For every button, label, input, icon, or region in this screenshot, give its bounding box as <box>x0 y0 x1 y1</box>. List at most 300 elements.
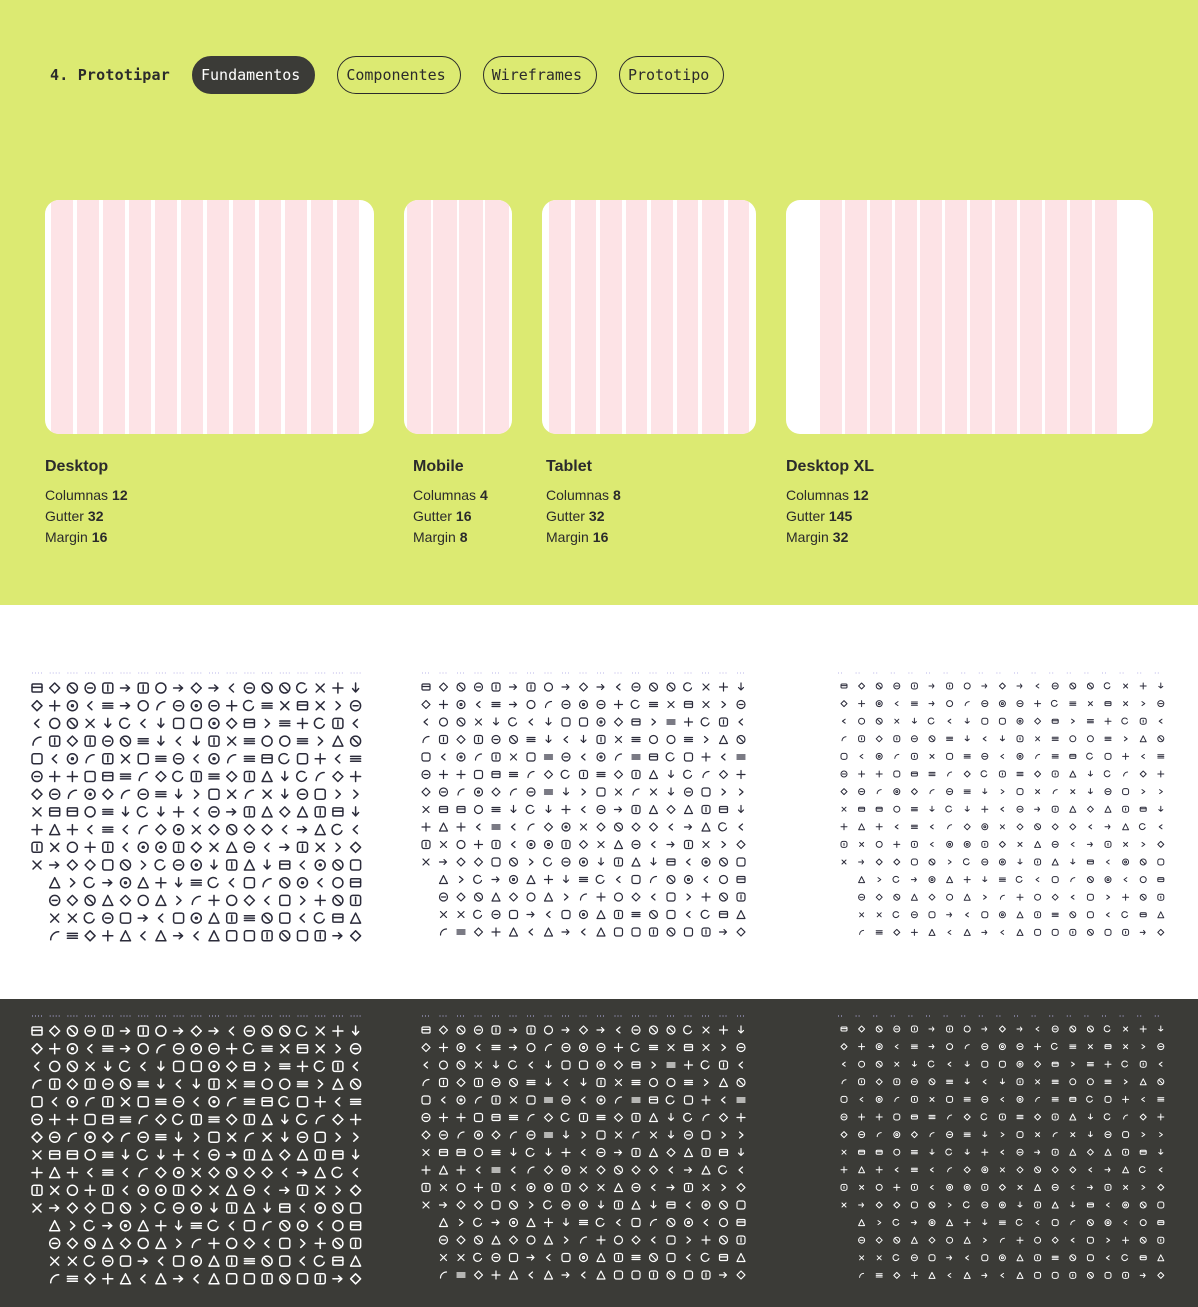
glyph-icon <box>947 701 953 707</box>
glyph-icon <box>562 753 570 761</box>
glyph-icon <box>632 1236 640 1244</box>
glyph-icon <box>67 683 77 693</box>
glyph-icon <box>685 1061 693 1069</box>
glyph-icon <box>685 1131 693 1139</box>
glyph-icon <box>546 806 551 813</box>
tab-prototipo[interactable] <box>619 56 724 94</box>
glyph-icon <box>894 683 900 689</box>
spec-margin: Margin 16 <box>45 529 108 545</box>
glyph-icon <box>894 771 900 777</box>
glyph-icon <box>1035 1237 1041 1243</box>
glyph-icon <box>650 1079 658 1087</box>
glyph-icon <box>722 1132 726 1138</box>
glyph-icon <box>737 1201 745 1209</box>
glyph-icon <box>1017 912 1023 918</box>
glyph-icon <box>564 876 569 883</box>
glyph-icon <box>545 790 553 794</box>
glyph-icon <box>121 931 131 941</box>
glyph-icon <box>510 1201 518 1209</box>
glyph-icon <box>929 1255 935 1261</box>
glyph-icon <box>1088 771 1092 776</box>
glyph-icon <box>138 878 148 888</box>
glyph-icon <box>85 860 95 870</box>
glyph-icon <box>85 1274 95 1284</box>
glyph-icon <box>562 858 570 866</box>
glyph-icon <box>1123 859 1129 865</box>
glyph-icon <box>156 1115 166 1125</box>
glyph-icon <box>1087 912 1093 918</box>
glyph-icon <box>1142 702 1145 706</box>
glyph-icon <box>667 1202 675 1208</box>
glyph-icon <box>103 683 113 693</box>
glyph-icon <box>510 1028 517 1033</box>
glyph-icon <box>103 789 113 799</box>
glyph-icon <box>511 1132 517 1138</box>
tab-componentes[interactable] <box>337 56 460 94</box>
glyph-icon <box>545 1098 553 1102</box>
glyph-icon <box>597 773 605 777</box>
glyph-icon <box>492 1115 500 1121</box>
glyph-icon <box>1017 894 1023 900</box>
glyph-icon <box>596 875 604 883</box>
glyph-icon <box>650 911 658 919</box>
glyph-icon <box>492 703 500 707</box>
glyph-icon <box>1142 790 1145 794</box>
glyph-icon <box>859 1061 865 1067</box>
glyph-icon <box>1107 1238 1110 1242</box>
glyph-icon <box>982 1149 988 1155</box>
glyph-icon <box>859 1220 865 1226</box>
glyph-icon <box>351 860 361 870</box>
glyph-icon <box>103 1203 113 1213</box>
glyph-icon <box>227 842 237 852</box>
glyph-icon <box>947 1044 953 1050</box>
glyph-icon <box>440 1114 448 1122</box>
tab-fundamentos[interactable] <box>192 56 315 94</box>
glyph-icon <box>841 1184 847 1190</box>
glyph-icon <box>685 806 693 814</box>
glyph-icon <box>33 808 41 816</box>
mobile-grid-preview <box>404 200 512 434</box>
glyph-icon <box>174 807 184 817</box>
glyph-icon <box>720 1150 728 1156</box>
glyph-icon <box>562 1096 570 1104</box>
glyph-icon <box>194 1151 198 1159</box>
glyph-icon <box>301 896 305 904</box>
glyph-icon <box>50 1026 60 1036</box>
glyph-icon <box>1123 929 1129 935</box>
glyph-icon <box>701 718 709 726</box>
glyph-icon <box>441 1255 447 1261</box>
glyph-icon <box>667 1185 674 1190</box>
glyph-icon <box>141 861 145 869</box>
glyph-icon <box>1017 1132 1023 1138</box>
glyph-icon <box>298 1150 308 1160</box>
glyph-icon <box>929 702 934 706</box>
glyph-icon <box>262 1046 272 1051</box>
glyph-icon <box>156 825 166 835</box>
glyph-icon <box>280 807 290 817</box>
glyph-icon <box>527 701 535 709</box>
glyph-icon <box>527 1081 535 1085</box>
glyph-icon <box>545 841 553 849</box>
glyph-icon <box>562 1273 569 1278</box>
glyph-icon <box>842 860 846 864</box>
glyph-icon <box>1140 807 1146 811</box>
glyph-icon <box>280 683 290 693</box>
glyph-icon <box>264 1203 270 1212</box>
glyph-icon <box>280 1150 290 1160</box>
glyph-icon <box>1052 1026 1058 1032</box>
glyph-icon <box>298 739 308 744</box>
glyph-icon <box>265 719 269 727</box>
mobile-grid-spec <box>413 458 488 548</box>
glyph-icon <box>510 1236 518 1244</box>
glyph-icon <box>582 1272 586 1278</box>
glyph-icon <box>422 684 430 690</box>
glyph-icon <box>1035 718 1041 724</box>
glyph-icon <box>685 928 693 936</box>
glyph-icon <box>298 878 308 888</box>
glyph-icon <box>227 1185 237 1195</box>
glyph-icon <box>737 1044 745 1052</box>
glyph-icon <box>964 1133 970 1136</box>
glyph-icon <box>123 843 127 851</box>
glyph-icon <box>1105 877 1111 883</box>
glyph-icon <box>982 1273 987 1277</box>
glyph-icon <box>930 842 933 846</box>
glyph-icon <box>209 789 219 799</box>
glyph-icon <box>121 913 131 923</box>
glyph-icon <box>336 843 340 851</box>
glyph-icon <box>476 719 482 725</box>
glyph-icon <box>632 876 640 884</box>
glyph-icon <box>1001 930 1004 934</box>
tab-wireframes[interactable] <box>483 56 597 94</box>
glyph-icon <box>667 1219 675 1227</box>
glyph-icon <box>67 825 77 835</box>
glyph-icon <box>279 754 289 764</box>
glyph-icon <box>191 1061 201 1071</box>
glyph-icon <box>1036 1027 1039 1031</box>
glyph-icon <box>510 1254 518 1262</box>
glyph-icon <box>1142 1133 1145 1137</box>
glyph-icon <box>999 1061 1005 1067</box>
glyph-icon <box>191 880 201 885</box>
glyph-icon <box>562 823 570 831</box>
glyph-icon <box>1018 1185 1022 1189</box>
glyph-icon <box>174 1044 184 1054</box>
glyph-icon <box>982 806 988 812</box>
glyph-icon <box>1052 1149 1058 1155</box>
glyph-icon <box>1122 718 1128 724</box>
glyph-icon <box>632 755 640 759</box>
glyph-icon <box>720 1114 728 1122</box>
glyph-icon <box>441 929 447 935</box>
glyph-icon <box>1070 736 1076 742</box>
glyph-icon <box>703 1185 709 1191</box>
glyph-icon <box>965 806 969 811</box>
glyph-icon <box>281 1045 289 1053</box>
glyph-icon <box>597 1271 605 1279</box>
glyph-icon <box>984 895 987 899</box>
glyph-icon <box>67 1026 77 1036</box>
glyph-icon <box>894 1272 900 1278</box>
glyph-icon <box>1158 736 1164 742</box>
glyph-icon <box>894 1184 900 1190</box>
glyph-icon <box>262 931 272 941</box>
glyph-icon <box>33 1204 41 1212</box>
glyph-icon <box>580 683 588 691</box>
glyph-icon <box>50 1168 60 1178</box>
glyph-icon <box>353 1150 359 1159</box>
glyph-icon <box>983 1080 986 1084</box>
glyph-icon <box>667 1079 675 1087</box>
glyph-icon <box>1160 790 1163 794</box>
glyph-icon <box>279 1097 289 1107</box>
glyph-icon <box>580 771 588 779</box>
glyph-icon <box>876 824 882 830</box>
glyph-icon <box>841 789 847 795</box>
glyph-icon <box>1089 1168 1092 1172</box>
glyph-icon <box>687 859 691 865</box>
glyph-icon <box>262 807 272 817</box>
glyph-icon <box>440 1150 448 1156</box>
glyph-icon <box>545 1133 553 1137</box>
glyph-icon <box>876 859 882 865</box>
glyph-icon <box>229 684 233 692</box>
glyph-icon <box>632 1114 640 1122</box>
glyph-icon <box>191 842 201 852</box>
glyph-icon <box>174 1185 184 1195</box>
glyph-icon <box>1000 736 1004 741</box>
glyph-icon <box>1122 1061 1128 1067</box>
glyph-icon <box>475 788 483 796</box>
glyph-icon <box>876 1114 882 1120</box>
glyph-icon <box>1017 753 1023 759</box>
glyph-icon <box>282 1132 288 1141</box>
glyph-icon <box>32 825 42 835</box>
glyph-icon <box>684 1113 692 1121</box>
glyph-icon <box>492 1046 500 1050</box>
glyph-icon <box>704 877 708 883</box>
glyph-icon <box>894 1132 900 1138</box>
glyph-icon <box>422 701 430 709</box>
spec-columns: Columnas 12 <box>45 487 128 503</box>
glyph-icon <box>1000 825 1004 829</box>
glyph-icon <box>859 860 864 864</box>
spec-gutter: Gutter 32 <box>546 508 605 524</box>
glyph-icon <box>209 913 219 923</box>
glyph-icon <box>1036 1097 1040 1101</box>
glyph-icon <box>423 859 429 865</box>
glyph-icon <box>1052 1114 1058 1120</box>
glyph-icon <box>458 789 464 795</box>
glyph-icon <box>719 1166 727 1174</box>
tablet-grid-preview <box>542 200 756 434</box>
glyph-icon <box>138 1238 148 1248</box>
glyph-icon <box>475 1131 483 1139</box>
glyph-icon <box>351 842 361 852</box>
glyph-icon <box>423 1202 429 1208</box>
glyph-icon <box>703 684 709 690</box>
glyph-icon <box>51 914 59 922</box>
glyph-icon <box>50 825 60 835</box>
glyph-icon <box>494 718 499 725</box>
glyph-icon <box>1105 1045 1111 1049</box>
glyph-icon <box>492 788 500 796</box>
glyph-icon <box>477 702 481 708</box>
glyph-icon <box>894 1114 900 1120</box>
glyph-icon <box>947 1237 953 1243</box>
glyph-icon <box>1070 1255 1076 1261</box>
glyph-icon <box>1105 1080 1111 1083</box>
glyph-icon <box>475 736 483 744</box>
glyph-icon <box>999 841 1005 847</box>
glyph-icon <box>457 1184 465 1192</box>
glyph-icon <box>859 683 865 689</box>
glyph-icon <box>545 928 553 936</box>
section-nav <box>50 56 746 94</box>
glyph-icon <box>138 701 148 711</box>
glyph-icon <box>561 1113 569 1121</box>
glyph-icon <box>423 1150 429 1156</box>
glyph-icon <box>510 736 518 744</box>
glyph-icon <box>546 1045 552 1051</box>
glyph-icon <box>244 1221 254 1231</box>
glyph-icon <box>964 1098 970 1101</box>
glyph-icon <box>685 1168 692 1173</box>
glyph-icon <box>457 1079 465 1087</box>
glyph-icon <box>1087 683 1093 689</box>
glyph-icon <box>650 736 658 744</box>
glyph-icon <box>475 928 483 936</box>
glyph-icon <box>685 738 693 742</box>
glyph-icon <box>650 1026 658 1034</box>
glyph-icon <box>632 913 640 917</box>
glyph-icon <box>1070 683 1076 689</box>
glyph-icon <box>1017 1061 1023 1067</box>
glyph-icon <box>51 1257 59 1265</box>
glyph-icon <box>964 1026 970 1032</box>
glyph-icon <box>1053 790 1057 794</box>
glyph-icon <box>1139 1167 1145 1173</box>
glyph-icon <box>580 701 588 709</box>
glyph-icon <box>562 1184 570 1192</box>
glyph-icon <box>209 825 219 835</box>
glyph-icon <box>50 683 60 693</box>
glyph-icon <box>650 703 658 707</box>
glyph-icon <box>1000 1079 1004 1084</box>
glyph-icon <box>475 771 483 779</box>
glyph-icon <box>740 789 744 795</box>
glyph-icon <box>581 736 586 743</box>
icon-grid-medium-dark <box>420 1013 760 1288</box>
glyph-icon <box>209 701 219 711</box>
glyph-icon <box>138 1185 148 1195</box>
glyph-icon <box>156 756 166 761</box>
glyph-icon <box>930 790 934 794</box>
glyph-icon <box>209 1079 219 1089</box>
glyph-icon <box>1159 683 1163 688</box>
glyph-icon <box>546 736 551 743</box>
glyph-icon <box>1052 929 1058 935</box>
spec-columns: Columnas 4 <box>413 487 488 503</box>
glyph-icon <box>1140 877 1146 883</box>
spec-margin: Margin 8 <box>413 529 468 545</box>
glyph-icon <box>123 807 129 816</box>
glyph-icon <box>929 859 935 865</box>
glyph-icon <box>929 1115 935 1118</box>
glyph-icon <box>492 893 500 901</box>
glyph-icon <box>32 754 42 764</box>
glyph-icon <box>666 1096 674 1104</box>
glyph-icon <box>314 1256 324 1266</box>
glyph-icon <box>893 1219 899 1225</box>
glyph-icon <box>841 841 847 847</box>
glyph-icon <box>1124 737 1127 741</box>
glyph-icon <box>911 1202 917 1208</box>
glyph-icon <box>244 1082 254 1087</box>
grid-columns <box>51 200 368 434</box>
glyph-icon <box>719 823 727 831</box>
glyph-icon <box>615 701 623 709</box>
glyph-icon <box>263 1222 271 1230</box>
glyph-icon <box>86 719 94 727</box>
glyph-icon <box>616 737 622 743</box>
glyph-icon <box>511 1149 516 1156</box>
glyph-icon <box>895 1168 898 1172</box>
glyph-icon <box>123 1169 127 1177</box>
glyph-icon <box>280 1187 289 1193</box>
glyph-icon <box>441 842 447 848</box>
glyph-icon <box>174 1203 184 1213</box>
glyph-icon <box>841 1044 847 1050</box>
glyph-icon <box>282 1115 288 1124</box>
glyph-icon <box>842 807 846 811</box>
glyph-icon <box>174 913 184 923</box>
glyph-icon <box>651 1220 657 1226</box>
glyph-icon <box>1017 929 1023 935</box>
tab-label: Wireframes <box>491 66 582 84</box>
glyph-icon <box>333 808 343 816</box>
glyph-icon <box>351 756 361 761</box>
glyph-icon <box>492 1236 500 1244</box>
glyph-icon <box>582 807 586 813</box>
glyph-icon <box>333 736 343 746</box>
glyph-icon <box>687 1202 691 1208</box>
glyph-icon <box>580 911 588 919</box>
glyph-icon <box>702 1096 710 1104</box>
glyph-icon <box>32 1168 42 1178</box>
glyph-icon <box>1018 1202 1022 1207</box>
glyph-icon <box>632 1219 640 1227</box>
glyph-icon <box>333 914 343 922</box>
glyph-icon <box>580 1221 588 1225</box>
glyph-icon <box>739 1026 744 1033</box>
glyph-icon <box>333 1257 343 1265</box>
glyph-icon <box>1142 1097 1145 1101</box>
glyph-icon <box>929 1220 935 1226</box>
glyph-icon <box>546 1149 551 1156</box>
glyph-icon <box>137 807 147 817</box>
glyph-icon <box>999 1221 1005 1224</box>
glyph-icon <box>1140 1273 1145 1277</box>
glyph-icon <box>156 895 166 905</box>
glyph-icon <box>298 1097 308 1107</box>
glyph-icon <box>964 771 970 777</box>
glyph-icon <box>527 1096 535 1104</box>
